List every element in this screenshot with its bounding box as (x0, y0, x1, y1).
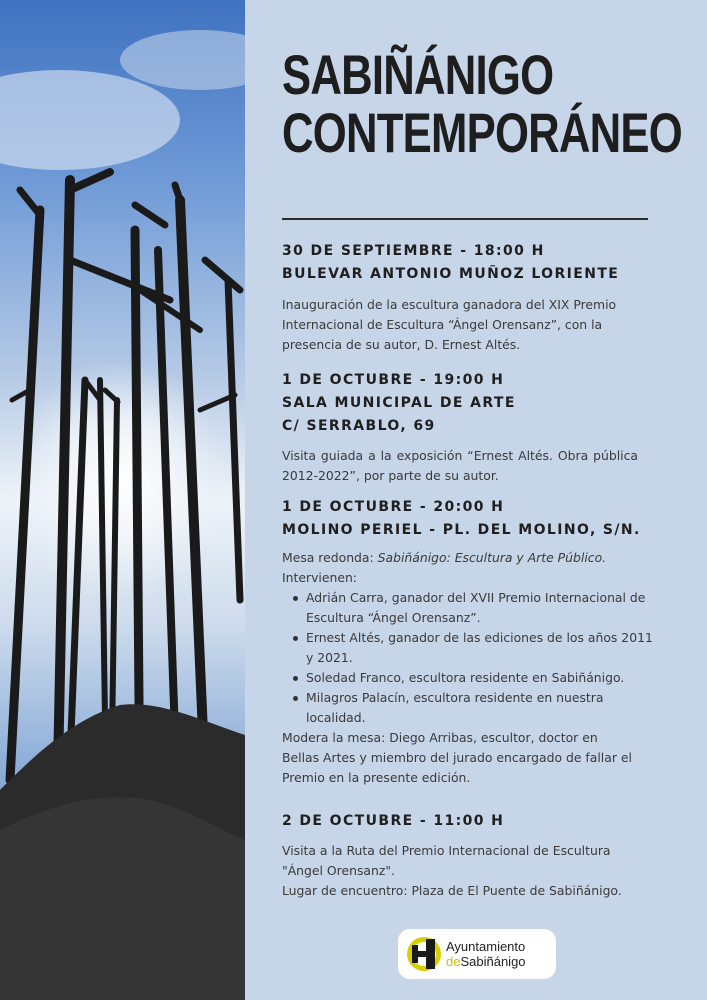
event-3-intro-prefix: Mesa redonda: (282, 550, 378, 565)
logo-line-2-prefix: de (446, 954, 461, 969)
event-1-description: Inauguración de la escultura ganadora del XIX Premio Internacional de Escultura “Ángel Orensanz”, con la presencia de su autor, D. Ernest Altés. (282, 297, 617, 352)
event-1-date: 30 DE SEPTIEMBRE - 18:00 H (282, 243, 545, 259)
event-3-moderator: Modera la mesa: Diego Arribas, escultor, doctor en Bellas Artes y miembro del jurado encargado de fallar el Premio en la presente edición. (282, 730, 632, 785)
logo-line-2 (446, 954, 526, 969)
bullet-icon (293, 596, 298, 601)
event-2-description: Visita guiada a la exposición “Ernest Altés. Obra pública 2012-2022”, por parte de su autor. (282, 448, 638, 483)
event-1 (282, 240, 654, 355)
event-3-place: MOLINO PERIEL - PL. DEL MOLINO, S/N. (282, 522, 641, 538)
sculpture-photo-image (0, 0, 245, 1000)
event-4 (282, 810, 654, 901)
ayuntamiento-emblem-icon (404, 935, 444, 973)
event-3-intro (282, 548, 662, 568)
title-line-1: SABIÑÁNIGO (282, 43, 554, 106)
event-2-address: C/ SERRABLO, 69 (282, 418, 436, 434)
event-1-place: BULEVAR ANTONIO MUÑOZ LORIENTE (282, 266, 620, 282)
title-divider (282, 218, 648, 220)
event-3-speakers-list (282, 588, 662, 728)
event-4-date: 2 DE OCTUBRE - 11:00 H (282, 813, 505, 829)
list-item: Soledad Franco, escultora residente en Sabiñánigo. (282, 668, 662, 688)
sculpture-photo (0, 0, 245, 1000)
ayuntamiento-logo (398, 929, 556, 979)
list-item: Milagros Palacín, escultora residente en nuestra localidad. (282, 688, 662, 728)
event-2-place: SALA MUNICIPAL DE ARTE (282, 395, 516, 411)
list-item: Ernest Altés, ganador de las ediciones de los años 2011 y 2021. (282, 628, 662, 668)
logo-line-1: Ayuntamiento (446, 939, 526, 954)
event-3-date: 1 DE OCTUBRE - 20:00 H (282, 499, 505, 515)
logo-line-2-name: Sabiñánigo (460, 954, 526, 969)
list-item: Adrián Carra, ganador del XVII Premio Internacional de Escultura “Ángel Orensanz”. (282, 588, 662, 628)
bullet-icon (293, 696, 298, 701)
bullet-icon (293, 676, 298, 681)
event-4-description: Visita a la Ruta del Premio Internacional de Escultura "Ángel Orensanz". (282, 843, 611, 878)
event-3-speakers-label: Intervienen: (282, 570, 357, 585)
poster-title (282, 43, 682, 164)
title-line-2: CONTEMPORÁNEO (282, 101, 682, 164)
event-3 (282, 496, 662, 788)
bullet-icon (293, 636, 298, 641)
event-2 (282, 369, 654, 486)
event-2-date: 1 DE OCTUBRE - 19:00 H (282, 372, 505, 388)
event-4-meeting-point: Lugar de encuentro: Plaza de El Puente de Sabiñánigo. (282, 883, 622, 898)
event-3-intro-title: Sabiñánigo: Escultura y Arte Público. (377, 550, 607, 565)
